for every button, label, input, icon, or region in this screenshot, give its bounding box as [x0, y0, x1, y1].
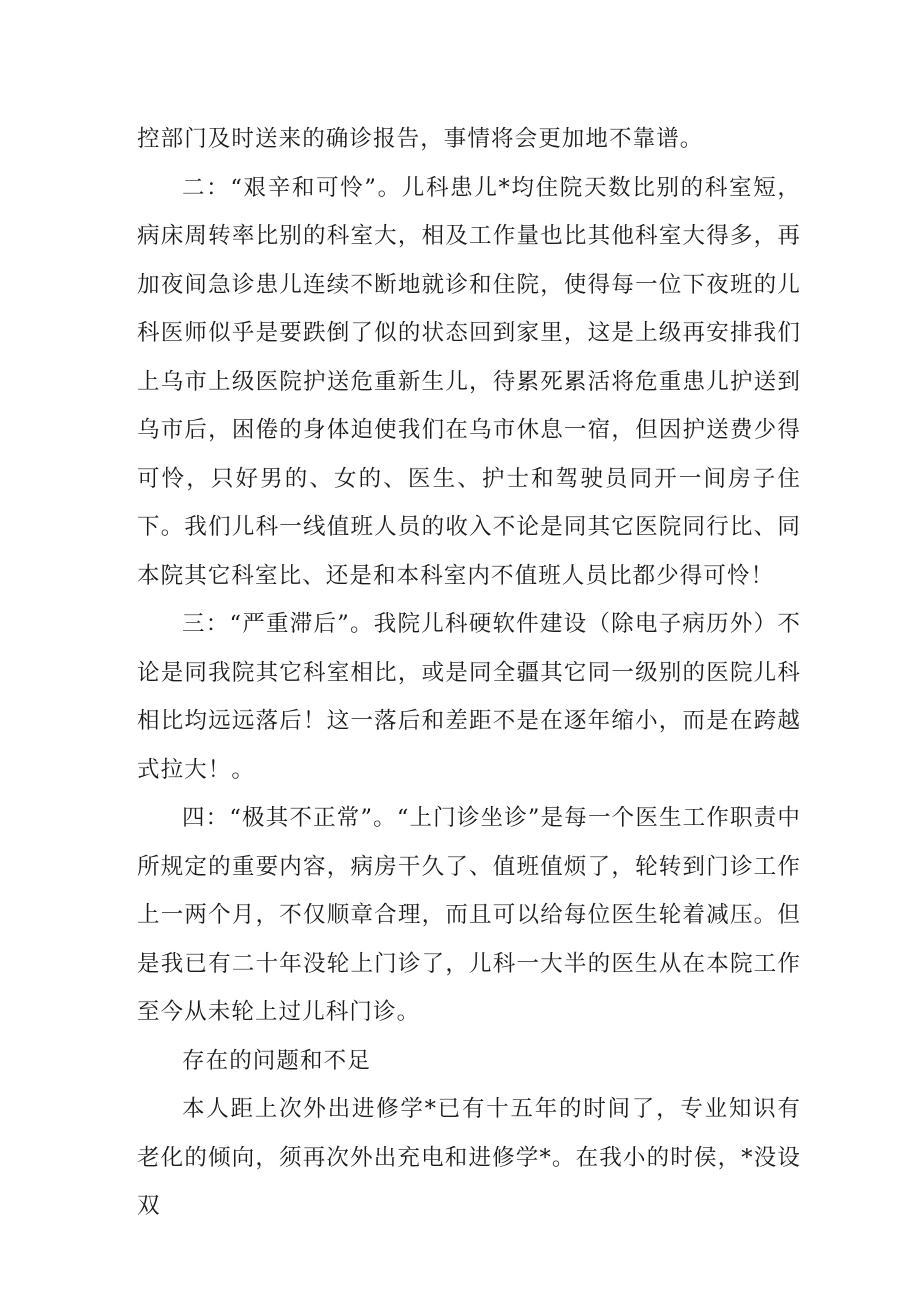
document-body	[137, 115, 801, 1231]
paragraph-point-four: 四：“极其不正常”。“上门诊坐诊”是每一个医生工作职责中所规定的重要内容，病房干久了、值班值烦了，轮转到门诊工作上一两个月，不仅顺章合理，而且可以给每位医生轮着减压。但是我已有二十年没轮上门诊了，儿科一大半的医生从在本院工作至今从未轮上过儿科门诊。	[137, 805, 801, 1025]
paragraph-continuation: 控部门及时送来的确诊报告，事情将会更加地不靠谱。	[137, 126, 704, 152]
section-heading-problems: 存在的问题和不足	[182, 1047, 371, 1074]
paragraph-point-three: 三：“严重滞后”。我院儿科硬软件建设（除电子病历外）不论是同我院其它科室相比，或是同全疆其它同一级别的医院儿科相比均远远落后！这一落后和差距不是在逐年缩小，而是在跨越式拉大！。	[137, 611, 801, 783]
paragraph-point-two: 二：“艰辛和可怜”。儿科患儿*均住院天数比别的科室短，病床周转率比别的科室大，相及工作量也比其他科室大得多，再加夜间急诊患儿连续不断地就诊和住院，使得每一位下夜班的儿科医师似乎是要跌倒了似的状态回到家里，这是上级再安排我们上乌市上级医院护送危重新生儿，待累死累活将危重患儿护送到乌市后，困倦的身体迫使我们在乌市休息一宿，但因护送费少得可怜，只好男的、女的、医生、护士和驾驶员同开一间房子住下。我们儿科一线值班人员的收入不论是同其它医院同行比、同本院其它科室比、还是和本科室内不值班人员比都少得可怜！	[137, 174, 801, 589]
paragraph-problems: 本人距上次外出进修学*已有十五年的时间了，专业知识有老化的倾向，须再次外出充电和进修学*。在我小的时侯，*没设双	[137, 1096, 801, 1219]
